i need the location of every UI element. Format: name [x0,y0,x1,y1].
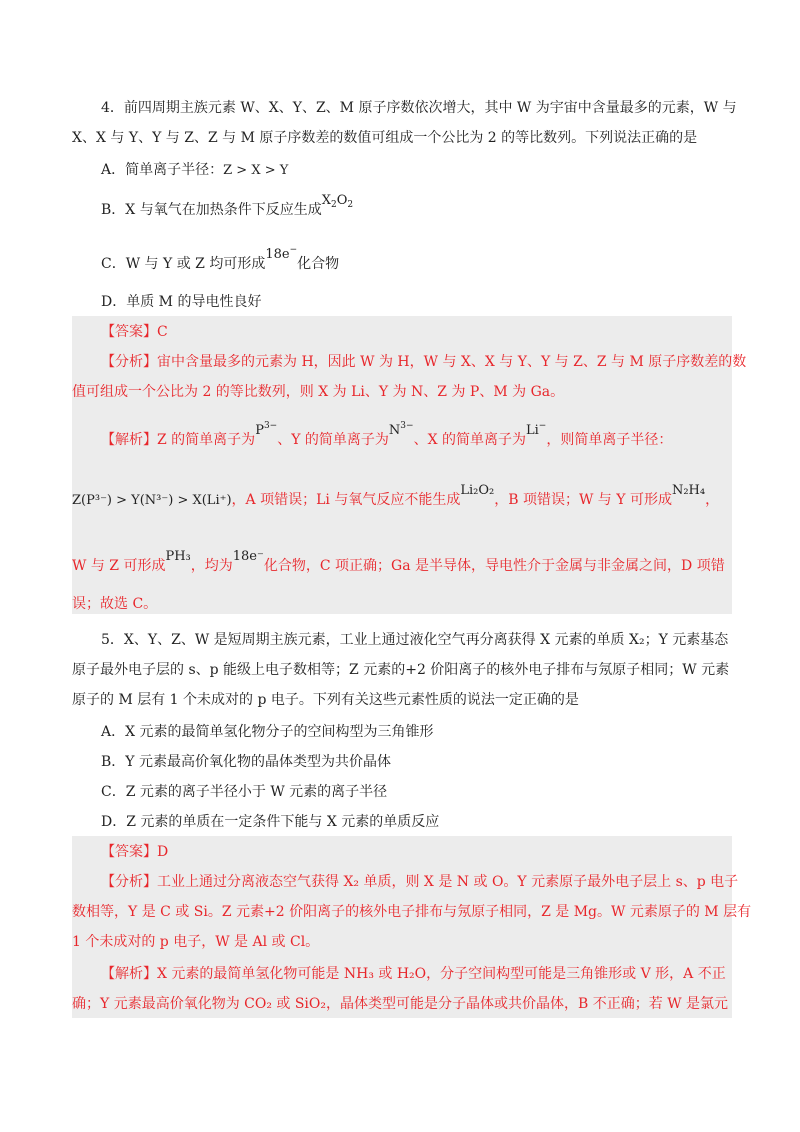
q4-li2o2-formula: Li₂O₂ [460,483,495,498]
q4-option-c-text1: C．W 与 Y 或 Z 均可形成 [101,256,266,272]
q4-option-d: D．单质 M 的导电性良好 [101,294,262,310]
q5-option-d: D．Z 元素的单质在一定条件下能与 X 元素的单质反应 [101,814,440,830]
q4-explain-line1: 【解析】Z 的简单离子为$P^{3-}$、Y 的简单离子为$N^{3-}$、X 的简单离子为Li−，则简单离子半径： [101,421,673,448]
q4-option-b-formula: $X_2O_2$ [321,193,354,210]
q5-explain-line1: 【解析】X 元素的最简单氢化物可能是 NH₃ 或 H₂O，分子空间构型可能是三角锥形或 V 形，A 不正 [101,966,726,982]
q5-stem-line3: 原子的 M 层有 1 个未成对的 p 电子。下列有关这些元素性质的说法一定正确的是 [72,692,579,708]
q5-option-c: C．Z 元素的离子半径小于 W 元素的离子半径 [101,784,388,800]
q4-option-b-text: B．X 与氧气在加热条件下反应生成 [101,202,322,218]
q5-answer: 【答案】D [101,844,169,860]
q4-option-b [101,193,354,225]
q5-analysis-line3: 1 个未成对的 p 电子，W 是 Al 或 Cl。 [72,934,320,950]
q5-option-a: A．X 元素的最简单氢化物分子的空间构型为三角锥形 [101,724,434,740]
q4-18e-formula: 18e⁻ [232,549,264,564]
q4-n2h4-formula: N₂H₄ [671,483,706,498]
q5-stem-line2: 原子最外电子层的 s、p 能级上电子数相等；Z 元素的+2 价阳离子的核外电子排布与氖原子相同；W 元素 [72,662,730,678]
q4-option-c-formula: 18e− [265,245,298,262]
q4-option-c-text2: 化合物 [297,256,340,272]
q4-ion-p: $P^{3-}$ [255,421,278,438]
q4-analysis-line1: 【分析】宙中含量最多的元素为 H，因此 W 为 H，W 与 X、X 与 Y、Y 与 Z、Z 与 M 原子序数差的数 [101,354,747,370]
q5-explain-line2: 确；Y 元素最高价氧化物为 CO₂ 或 SiO₂，晶体类型可能是分子晶体或共价晶体，B 不正确；若 W 是氯元 [72,996,729,1012]
q5-stem-line1: 5．X、Y、Z、W 是短周期主族元素，工业上通过液化空气再分离获得 X 元素的单质 X₂；Y 元素基态 [101,632,729,648]
q5-analysis-line1: 【分析】工业上通过分离液态空气获得 X₂ 单质，则 X 是 N 或 O。Y 元素原子最外电子层上 s、p 电子 [101,874,739,890]
q5-option-b: B．Y 元素最高价氧化物的晶体类型为共价晶体 [101,754,391,770]
q4-option-a-formula: Z > X > Y [223,163,289,178]
q4-stem-line1: 4．前四周期主族元素 W、X、Y、Z、M 原子序数依次增大，其中 W 为宇宙中含量最多的元素，W 与 [101,100,737,116]
q4-option-c [101,245,340,275]
q4-explain-line2: Z(P³⁻) > Y(N³⁻) > X(Li⁺)，A 项错误；Li 与氧气反应不能生成Li₂O₂，B 项错误；W 与 Y 可形成N₂H₄， [72,483,720,508]
q4-explain-line3: W 与 Z 可形成PH₃，均为18e⁻化合物，C 项正确；Ga 是半导体，导电性介于金属与非金属之间，D 项错 [72,549,725,574]
q4-analysis-line2: 值可组成一个公比为 2 的等比数列，则 X 为 Li、Y 为 N、Z 为 P、M 为 Ga。 [72,384,565,400]
q5-analysis-line2: 数相等，Y 是 C 或 Si。Z 元素+2 价阳离子的核外电子排布与氖原子相同，Z 是 Mg。W 元素原子的 M 层有 [72,904,752,920]
q4-ion-li: Li− [526,421,547,438]
q4-explain-line4: 误；故选 C。 [72,596,158,612]
q4-answer: 【答案】C [101,324,168,340]
q4-option-a [101,160,288,181]
q4-option-a-text: A．简单离子半径： [101,162,224,178]
q5-answer-block [72,836,732,1018]
q4-ph3-formula: PH₃ [165,549,191,564]
q4-radius-formula: Z(P³⁻) > Y(N³⁻) > X(Li⁺) [72,493,232,508]
q4-ion-n: $N^{3-}$ [388,421,414,438]
q4-stem-line2: X、X 与 Y、Y 与 Z、Z 与 M 原子序数差的数值可组成一个公比为 2 的等比数列。下列说法正确的是 [72,130,698,146]
